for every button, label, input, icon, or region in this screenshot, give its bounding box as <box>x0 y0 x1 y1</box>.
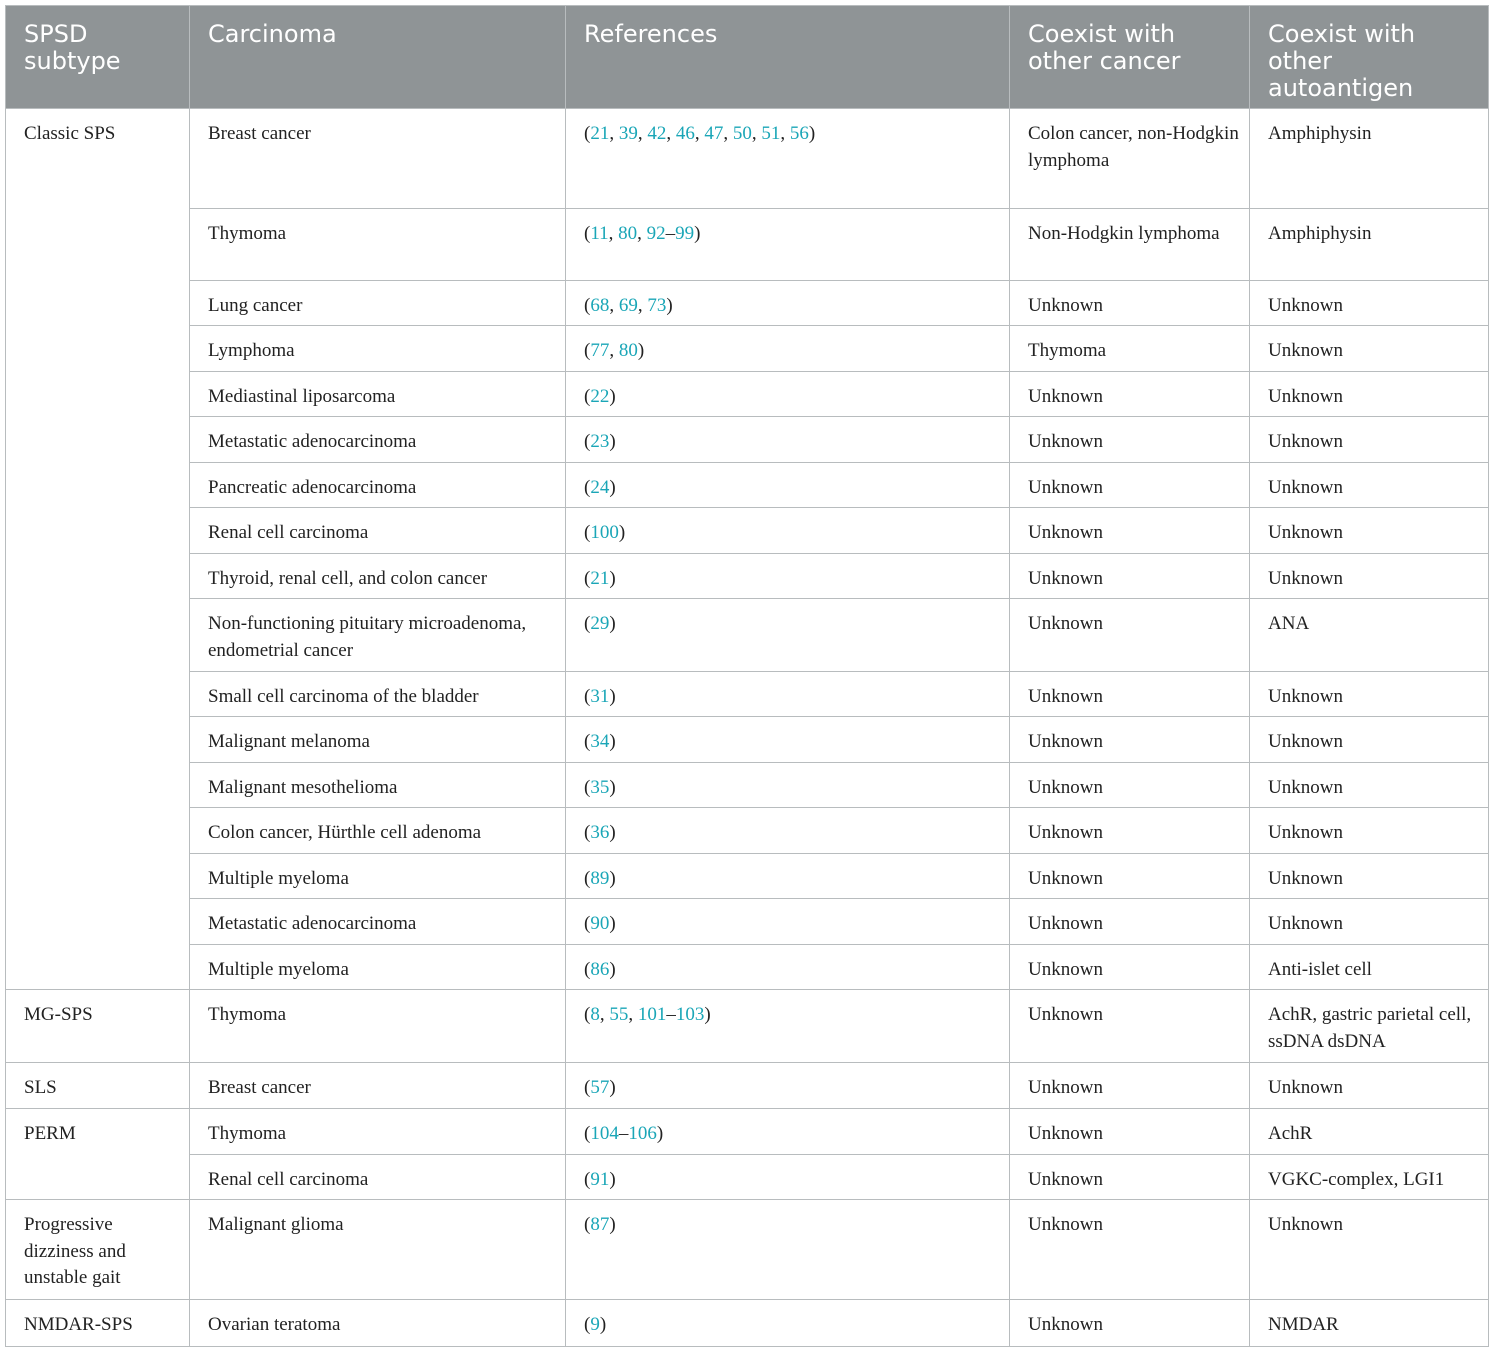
header-subtype: SPSD subtype <box>6 6 190 109</box>
reference-link[interactable]: 50 <box>732 123 752 144</box>
carcinoma-cell: Lymphoma <box>190 326 566 372</box>
reference-link[interactable]: 91 <box>590 1169 610 1190</box>
references-cell: (31) <box>566 672 1010 717</box>
reference-separator: , <box>637 295 648 316</box>
carcinoma-cell: Renal cell carcinoma <box>190 508 566 554</box>
reference-separator: , <box>694 123 705 144</box>
table-row <box>6 763 1489 808</box>
header-other-cancer: Coexist with other cancer <box>1010 6 1250 109</box>
reference-separator: , <box>609 295 619 316</box>
other-cancer-cell: Unknown <box>1010 463 1250 508</box>
spsd-carcinoma-table <box>5 5 1489 1347</box>
reference-link[interactable]: 9 <box>590 1314 600 1335</box>
other-cancer-cell: Unknown <box>1010 1300 1250 1347</box>
carcinoma-cell: Thymoma <box>190 1109 566 1155</box>
table-row <box>6 1200 1489 1300</box>
subtype-cell: SLS <box>6 1063 190 1109</box>
references-cell: (35) <box>566 763 1010 808</box>
carcinoma-cell: Renal cell carcinoma <box>190 1155 566 1200</box>
reference-link[interactable]: 106 <box>628 1123 657 1144</box>
other-autoantigen-cell: ANA <box>1250 599 1489 672</box>
reference-link[interactable]: 68 <box>590 295 610 316</box>
other-cancer-cell: Unknown <box>1010 508 1250 554</box>
references-cell: (24) <box>566 463 1010 508</box>
other-autoantigen-cell: Unknown <box>1250 508 1489 554</box>
reference-link[interactable]: 80 <box>618 223 638 244</box>
references-cell: (100) <box>566 508 1010 554</box>
references-cell: (57) <box>566 1063 1010 1109</box>
references-cell: (34) <box>566 717 1010 763</box>
reference-separator: , <box>751 123 762 144</box>
table-row <box>6 808 1489 854</box>
carcinoma-cell: Mediastinal liposarcoma <box>190 372 566 417</box>
reference-separator: , <box>608 223 619 244</box>
reference-separator: – <box>666 1004 676 1025</box>
other-cancer-cell: Colon cancer, non-Hodgkin lymphoma <box>1010 109 1250 209</box>
table-row <box>6 854 1489 899</box>
carcinoma-cell: Small cell carcinoma of the bladder <box>190 672 566 717</box>
reference-separator: , <box>637 223 647 244</box>
table-row <box>6 1109 1489 1155</box>
reference-link[interactable]: 77 <box>590 340 610 361</box>
carcinoma-cell: Breast cancer <box>190 109 566 209</box>
carcinoma-cell: Ovarian teratoma <box>190 1300 566 1347</box>
carcinoma-cell: Metastatic adenocarcinoma <box>190 899 566 945</box>
other-autoantigen-cell: VGKC-complex, LGI1 <box>1250 1155 1489 1200</box>
reference-link[interactable]: 57 <box>590 1077 610 1098</box>
table-row <box>6 508 1489 554</box>
other-cancer-cell: Unknown <box>1010 990 1250 1063</box>
other-autoantigen-cell: Unknown <box>1250 808 1489 854</box>
reference-link[interactable]: 69 <box>618 295 638 316</box>
reference-separator: , <box>599 1004 610 1025</box>
other-autoantigen-cell: Unknown <box>1250 717 1489 763</box>
carcinoma-cell: Non-functioning pituitary microadenoma, endometrial cancer <box>190 599 566 672</box>
reference-link[interactable]: 47 <box>704 123 724 144</box>
reference-link[interactable]: 21 <box>590 568 610 589</box>
other-autoantigen-cell: Unknown <box>1250 899 1489 945</box>
table-row <box>6 672 1489 717</box>
table-row <box>6 554 1489 599</box>
other-autoantigen-cell: Anti-islet cell <box>1250 945 1489 990</box>
reference-link[interactable]: 80 <box>618 340 638 361</box>
subtype-cell: Progressive dizziness and unstable gait <box>6 1200 190 1300</box>
reference-link[interactable]: 34 <box>590 731 610 752</box>
other-autoantigen-cell: Unknown <box>1250 463 1489 508</box>
reference-link[interactable]: 101 <box>637 1004 667 1025</box>
references-cell: (86) <box>566 945 1010 990</box>
other-cancer-cell: Unknown <box>1010 281 1250 326</box>
references-cell: (77, 80) <box>566 326 1010 372</box>
table-row <box>6 899 1489 945</box>
reference-link[interactable]: 23 <box>590 431 610 452</box>
reference-separator: – <box>665 223 676 244</box>
other-autoantigen-cell: Unknown <box>1250 672 1489 717</box>
table-row <box>6 372 1489 417</box>
carcinoma-cell: Breast cancer <box>190 1063 566 1109</box>
header-carcinoma: Carcinoma <box>190 6 566 109</box>
references-cell: (68, 69, 73) <box>566 281 1010 326</box>
other-autoantigen-cell: Unknown <box>1250 554 1489 599</box>
table-row <box>6 1155 1489 1200</box>
subtype-cell: MG-SPS <box>6 990 190 1063</box>
reference-link[interactable]: 56 <box>789 123 809 144</box>
other-cancer-cell: Unknown <box>1010 854 1250 899</box>
references-cell: (90) <box>566 899 1010 945</box>
references-cell: (21, 39, 42, 46, 47, 50, 51, 56) <box>566 109 1010 209</box>
reference-link[interactable]: 35 <box>590 777 610 798</box>
carcinoma-cell: Lung cancer <box>190 281 566 326</box>
reference-link[interactable]: 51 <box>761 123 781 144</box>
table-row <box>6 109 1489 209</box>
table-row <box>6 417 1489 463</box>
other-cancer-cell: Unknown <box>1010 899 1250 945</box>
other-cancer-cell: Unknown <box>1010 372 1250 417</box>
references-cell: (23) <box>566 417 1010 463</box>
reference-link[interactable]: 92 <box>646 223 666 244</box>
other-cancer-cell: Unknown <box>1010 1200 1250 1300</box>
reference-separator: , <box>609 340 619 361</box>
other-cancer-cell: Unknown <box>1010 554 1250 599</box>
table-row <box>6 209 1489 281</box>
references-cell: (21) <box>566 554 1010 599</box>
reference-separator: , <box>637 123 648 144</box>
references-cell: (29) <box>566 599 1010 672</box>
references-cell: (89) <box>566 854 1010 899</box>
table-row <box>6 281 1489 326</box>
other-cancer-cell: Unknown <box>1010 1155 1250 1200</box>
other-autoantigen-cell: NMDAR <box>1250 1300 1489 1347</box>
reference-link[interactable]: 55 <box>609 1004 629 1025</box>
other-autoantigen-cell: AchR, gastric parietal cell, ssDNA dsDNA <box>1250 990 1489 1063</box>
reference-link[interactable]: 11 <box>590 223 609 244</box>
reference-link[interactable]: 24 <box>590 477 610 498</box>
table-row <box>6 1300 1489 1347</box>
other-cancer-cell: Unknown <box>1010 1063 1250 1109</box>
carcinoma-cell: Thymoma <box>190 990 566 1063</box>
subtype-cell: PERM <box>6 1109 190 1200</box>
header-other-autoantigen: Coexist with other autoantigen <box>1250 6 1489 109</box>
references-cell: (11, 80, 92–99) <box>566 209 1010 281</box>
references-cell: (9) <box>566 1300 1010 1347</box>
references-cell: (22) <box>566 372 1010 417</box>
reference-link[interactable]: 46 <box>675 123 695 144</box>
table-row <box>6 717 1489 763</box>
carcinoma-cell: Thymoma <box>190 209 566 281</box>
other-autoantigen-cell: Unknown <box>1250 763 1489 808</box>
other-cancer-cell: Thymoma <box>1010 326 1250 372</box>
other-autoantigen-cell: Unknown <box>1250 326 1489 372</box>
reference-link[interactable]: 39 <box>618 123 638 144</box>
table-row <box>6 990 1489 1063</box>
table-row <box>6 945 1489 990</box>
other-autoantigen-cell: Unknown <box>1250 372 1489 417</box>
other-autoantigen-cell: Amphiphysin <box>1250 209 1489 281</box>
carcinoma-cell: Pancreatic adenocarcinoma <box>190 463 566 508</box>
other-cancer-cell: Unknown <box>1010 672 1250 717</box>
other-cancer-cell: Unknown <box>1010 417 1250 463</box>
table-row <box>6 463 1489 508</box>
reference-separator: , <box>780 123 790 144</box>
other-cancer-cell: Unknown <box>1010 599 1250 672</box>
other-autoantigen-cell: Unknown <box>1250 1063 1489 1109</box>
other-autoantigen-cell: Amphiphysin <box>1250 109 1489 209</box>
other-cancer-cell: Unknown <box>1010 808 1250 854</box>
reference-separator: , <box>628 1004 638 1025</box>
other-autoantigen-cell: Unknown <box>1250 854 1489 899</box>
other-cancer-cell: Non-Hodgkin lymphoma <box>1010 209 1250 281</box>
reference-link[interactable]: 42 <box>647 123 667 144</box>
reference-link[interactable]: 103 <box>675 1004 705 1025</box>
table-row <box>6 1063 1489 1109</box>
reference-link[interactable]: 8 <box>590 1004 600 1025</box>
table-row <box>6 599 1489 672</box>
reference-link[interactable]: 31 <box>590 686 610 707</box>
carcinoma-cell: Colon cancer, Hürthle cell adenoma <box>190 808 566 854</box>
carcinoma-cell: Malignant mesothelioma <box>190 763 566 808</box>
reference-separator: , <box>666 123 676 144</box>
reference-link[interactable]: 21 <box>590 123 610 144</box>
references-cell: (36) <box>566 808 1010 854</box>
reference-separator: – <box>618 1123 629 1144</box>
reference-link[interactable]: 22 <box>590 386 610 407</box>
carcinoma-cell: Thyroid, renal cell, and colon cancer <box>190 554 566 599</box>
carcinoma-cell: Malignant melanoma <box>190 717 566 763</box>
carcinoma-cell: Metastatic adenocarcinoma <box>190 417 566 463</box>
carcinoma-cell: Malignant glioma <box>190 1200 566 1300</box>
reference-separator: , <box>609 123 619 144</box>
header-row <box>6 6 1489 109</box>
carcinoma-cell: Multiple myeloma <box>190 945 566 990</box>
subtype-cell: NMDAR-SPS <box>6 1300 190 1347</box>
reference-link[interactable]: 99 <box>675 223 695 244</box>
other-cancer-cell: Unknown <box>1010 945 1250 990</box>
references-cell: (104–106) <box>566 1109 1010 1155</box>
other-autoantigen-cell: Unknown <box>1250 281 1489 326</box>
carcinoma-cell: Multiple myeloma <box>190 854 566 899</box>
references-cell: (91) <box>566 1155 1010 1200</box>
header-references: References <box>566 6 1010 109</box>
reference-link[interactable]: 100 <box>590 522 619 543</box>
subtype-cell: Classic SPS <box>6 109 190 990</box>
references-cell: (8, 55, 101–103) <box>566 990 1010 1063</box>
reference-link[interactable]: 36 <box>590 822 610 843</box>
other-autoantigen-cell: Unknown <box>1250 1200 1489 1300</box>
reference-link[interactable]: 86 <box>590 959 610 980</box>
other-cancer-cell: Unknown <box>1010 1109 1250 1155</box>
other-cancer-cell: Unknown <box>1010 763 1250 808</box>
reference-separator: , <box>723 123 733 144</box>
reference-link[interactable]: 104 <box>590 1123 619 1144</box>
table-row <box>6 326 1489 372</box>
other-autoantigen-cell: Unknown <box>1250 417 1489 463</box>
reference-link[interactable]: 89 <box>590 868 610 889</box>
other-autoantigen-cell: AchR <box>1250 1109 1489 1155</box>
reference-link[interactable]: 87 <box>590 1214 610 1235</box>
other-cancer-cell: Unknown <box>1010 717 1250 763</box>
reference-link[interactable]: 29 <box>590 613 610 634</box>
reference-link[interactable]: 73 <box>647 295 667 316</box>
reference-link[interactable]: 90 <box>590 913 610 934</box>
references-cell: (87) <box>566 1200 1010 1300</box>
